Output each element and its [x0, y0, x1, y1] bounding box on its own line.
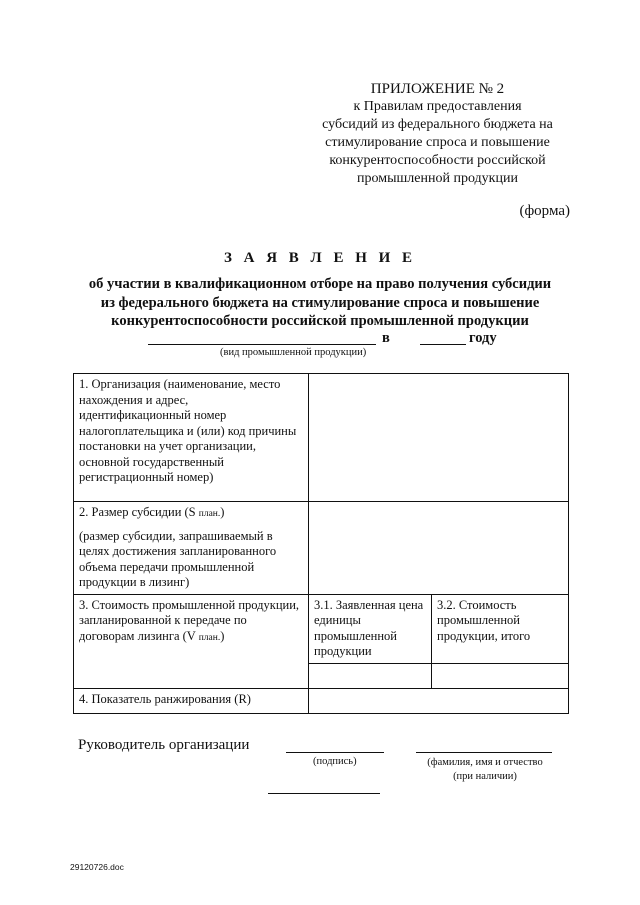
year-word: году [469, 330, 497, 346]
application-table [73, 373, 569, 714]
signature-caption: (подпись) [313, 756, 357, 767]
full-name-line[interactable] [416, 752, 552, 753]
subsidy-size-title [79, 505, 303, 523]
appendix-line: стимулирование спроса и повышение [325, 135, 550, 150]
product-type-caption: (вид промышленной продукции) [220, 347, 367, 358]
leasing-cost-text: 3. Стоимость промышленной продукции, запланированной к передаче по договорам лизинга (V [79, 597, 300, 643]
head-of-organization-label: Руководитель организации [78, 737, 250, 753]
subsidy-title-text: 2. Размер субсидии (S [79, 505, 199, 519]
leasing-cost-end: ) [220, 628, 225, 643]
unit-price-value-cell[interactable] [309, 663, 432, 688]
subsidy-size-description: (размер субсидии, запрашиваемый в целях достижения запланированного объема передачи промышленной продукции в лизинг) [79, 528, 277, 589]
organization-value-cell[interactable] [309, 374, 569, 502]
appendix-line: промышленной продукции [357, 171, 518, 186]
appendix-line: конкурентоспособности российской [329, 153, 546, 168]
in-word: в [382, 330, 390, 346]
appendix-block [300, 80, 575, 188]
document-filename: 29120726.doc [70, 862, 124, 872]
form-note: (форма) [519, 203, 570, 219]
subsidy-title-end: ) [220, 505, 225, 519]
organization-label: 1. Организация (наименование, место нахождения и адрес, идентификационный номер налогоплательщика и (или) код причины постановки на учет организации, основной государственный регистрационный номер) [74, 374, 309, 502]
full-name-caption [420, 756, 550, 784]
full-name-caption-line: (при наличии) [453, 771, 517, 782]
unit-price-header: 3.1. Заявленная цена единицы промышленной продукции [309, 594, 432, 663]
signature-line[interactable] [286, 752, 384, 753]
leasing-cost-label [74, 594, 309, 688]
subtitle-line: об участии в квалификационном отборе на право получения субсидии [88, 276, 552, 292]
ranking-value-cell[interactable] [309, 688, 569, 713]
leasing-cost-subscript: план. [198, 632, 221, 643]
document-title: З А Я В Л Е Н И Е [223, 250, 417, 266]
full-name-caption-line: (фамилия, имя и отчество [427, 757, 543, 768]
subtitle-line: из федерального бюджета на стимулирование спроса и повышение [100, 294, 540, 311]
date-line[interactable] [268, 793, 380, 794]
total-cost-value-cell[interactable] [432, 663, 569, 688]
ranking-label: 4. Показатель ранжирования (R) [74, 688, 309, 713]
document-subtitle [60, 275, 580, 331]
appendix-heading: ПРИЛОЖЕНИЕ № 2 [370, 81, 505, 97]
total-cost-header: 3.2. Стоимость промышленной продукции, итого [432, 594, 569, 663]
year-blank[interactable] [420, 344, 466, 345]
appendix-line: субсидий из федерального бюджета на [322, 117, 553, 132]
subtitle-line: конкурентоспособности российской промышленной продукции [111, 313, 529, 329]
subsidy-title-subscript: план. [198, 509, 221, 519]
product-type-blank[interactable] [148, 344, 376, 345]
appendix-line: к Правилам предоставления [353, 99, 522, 114]
subsidy-size-label [74, 502, 309, 595]
subsidy-size-value-cell[interactable] [309, 502, 569, 595]
